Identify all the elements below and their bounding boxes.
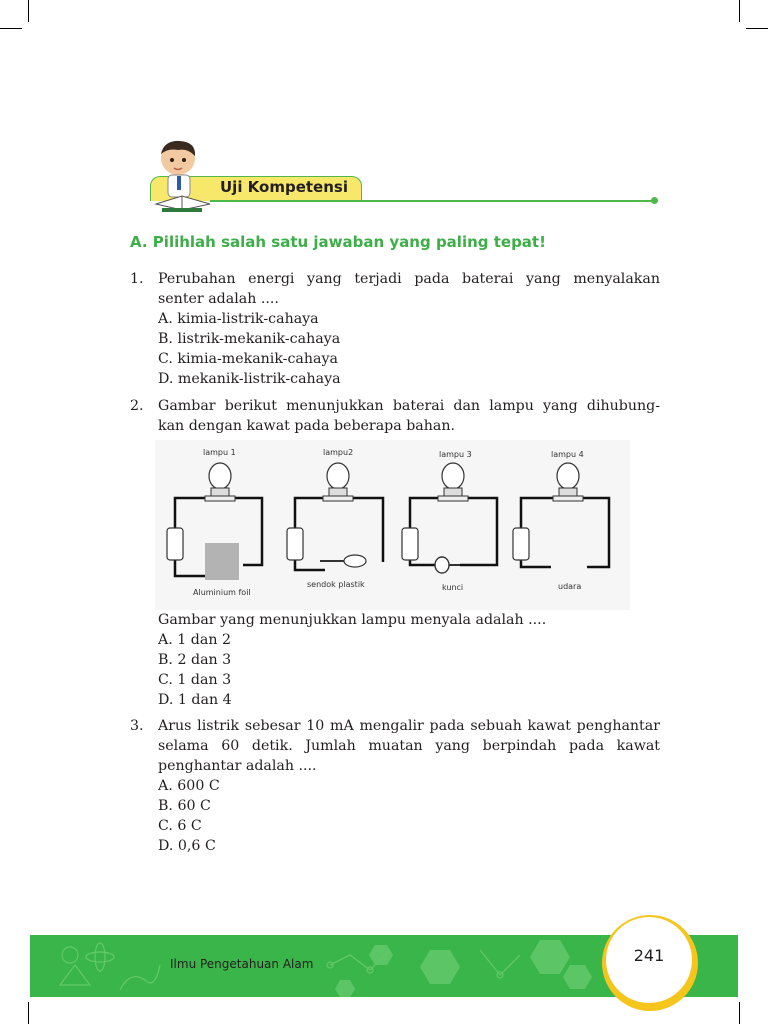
answer-option: D. 1 dan 4 — [158, 692, 232, 708]
lamp-label: lampu 3 — [439, 450, 472, 459]
competency-rule-dot — [651, 197, 658, 204]
question-text-line: senter adalah .... — [158, 291, 279, 307]
answer-option: A. kimia-listrik-cahaya — [158, 311, 319, 327]
material-label: kunci — [442, 583, 464, 592]
crop-mark — [739, 1002, 740, 1024]
page-number: 241 — [633, 946, 665, 965]
question-2 — [130, 396, 660, 436]
answer-option: C. 1 dan 3 — [158, 672, 232, 688]
question-text: selama 60 detik. Jumlah muatan yang berpindah pada kawat — [158, 738, 660, 754]
material-label: udara — [558, 582, 582, 591]
competency-rule — [210, 200, 657, 202]
question-number: 2. — [130, 398, 144, 414]
question-3 — [130, 716, 660, 856]
competency-title: Uji Kompetensi — [220, 178, 348, 196]
answer-option: C. 6 C — [158, 818, 202, 834]
answer-option: D. 0,6 C — [158, 838, 216, 854]
book-title: Ilmu Pengetahuan Alam — [170, 957, 314, 971]
question-prompt: Gambar yang menunjukkan lampu menyala adalah .... — [158, 612, 547, 628]
answer-option: B. 60 C — [158, 798, 211, 814]
material-label: Aluminium foil — [193, 588, 251, 597]
answer-option: D. mekanik-listrik-cahaya — [158, 371, 341, 387]
question-1 — [130, 269, 660, 389]
section-title: A. Pilihlah salah satu jawaban yang paling tepat! — [130, 233, 546, 251]
answer-option: B. 2 dan 3 — [158, 652, 232, 668]
question-text-line: kan dengan kawat pada beberapa bahan. — [158, 418, 455, 434]
question-text-line: penghantar adalah .... — [158, 758, 317, 774]
lamp-label: lampu 1 — [203, 448, 236, 457]
question-number: 1. — [130, 271, 144, 287]
lamp-label: lampu 4 — [551, 450, 584, 459]
material-label: sendok plastik — [307, 580, 365, 589]
lamp-label: lampu2 — [323, 448, 354, 457]
crop-mark — [28, 1002, 29, 1024]
question-text: Arus listrik sebesar 10 mA mengalir pada sebuah kawat penghantar — [158, 718, 660, 734]
circuit-figure — [155, 440, 630, 610]
answer-option: A. 600 C — [158, 778, 220, 794]
question-text: Gambar berikut menunjukkan baterai dan lampu yang dihubung- — [158, 398, 660, 414]
question-2-answers — [130, 610, 660, 710]
crop-mark — [739, 0, 740, 22]
student-reading-icon — [152, 138, 214, 214]
answer-option: C. kimia-mekanik-cahaya — [158, 351, 338, 367]
question-number: 3. — [130, 718, 144, 734]
crop-mark — [28, 0, 29, 22]
answer-option: A. 1 dan 2 — [158, 632, 232, 648]
crop-mark — [0, 28, 22, 29]
question-text: Perubahan energi yang terjadi pada baterai yang menyalakan — [158, 271, 660, 287]
crop-mark — [746, 28, 768, 29]
answer-option: B. listrik-mekanik-cahaya — [158, 331, 341, 347]
